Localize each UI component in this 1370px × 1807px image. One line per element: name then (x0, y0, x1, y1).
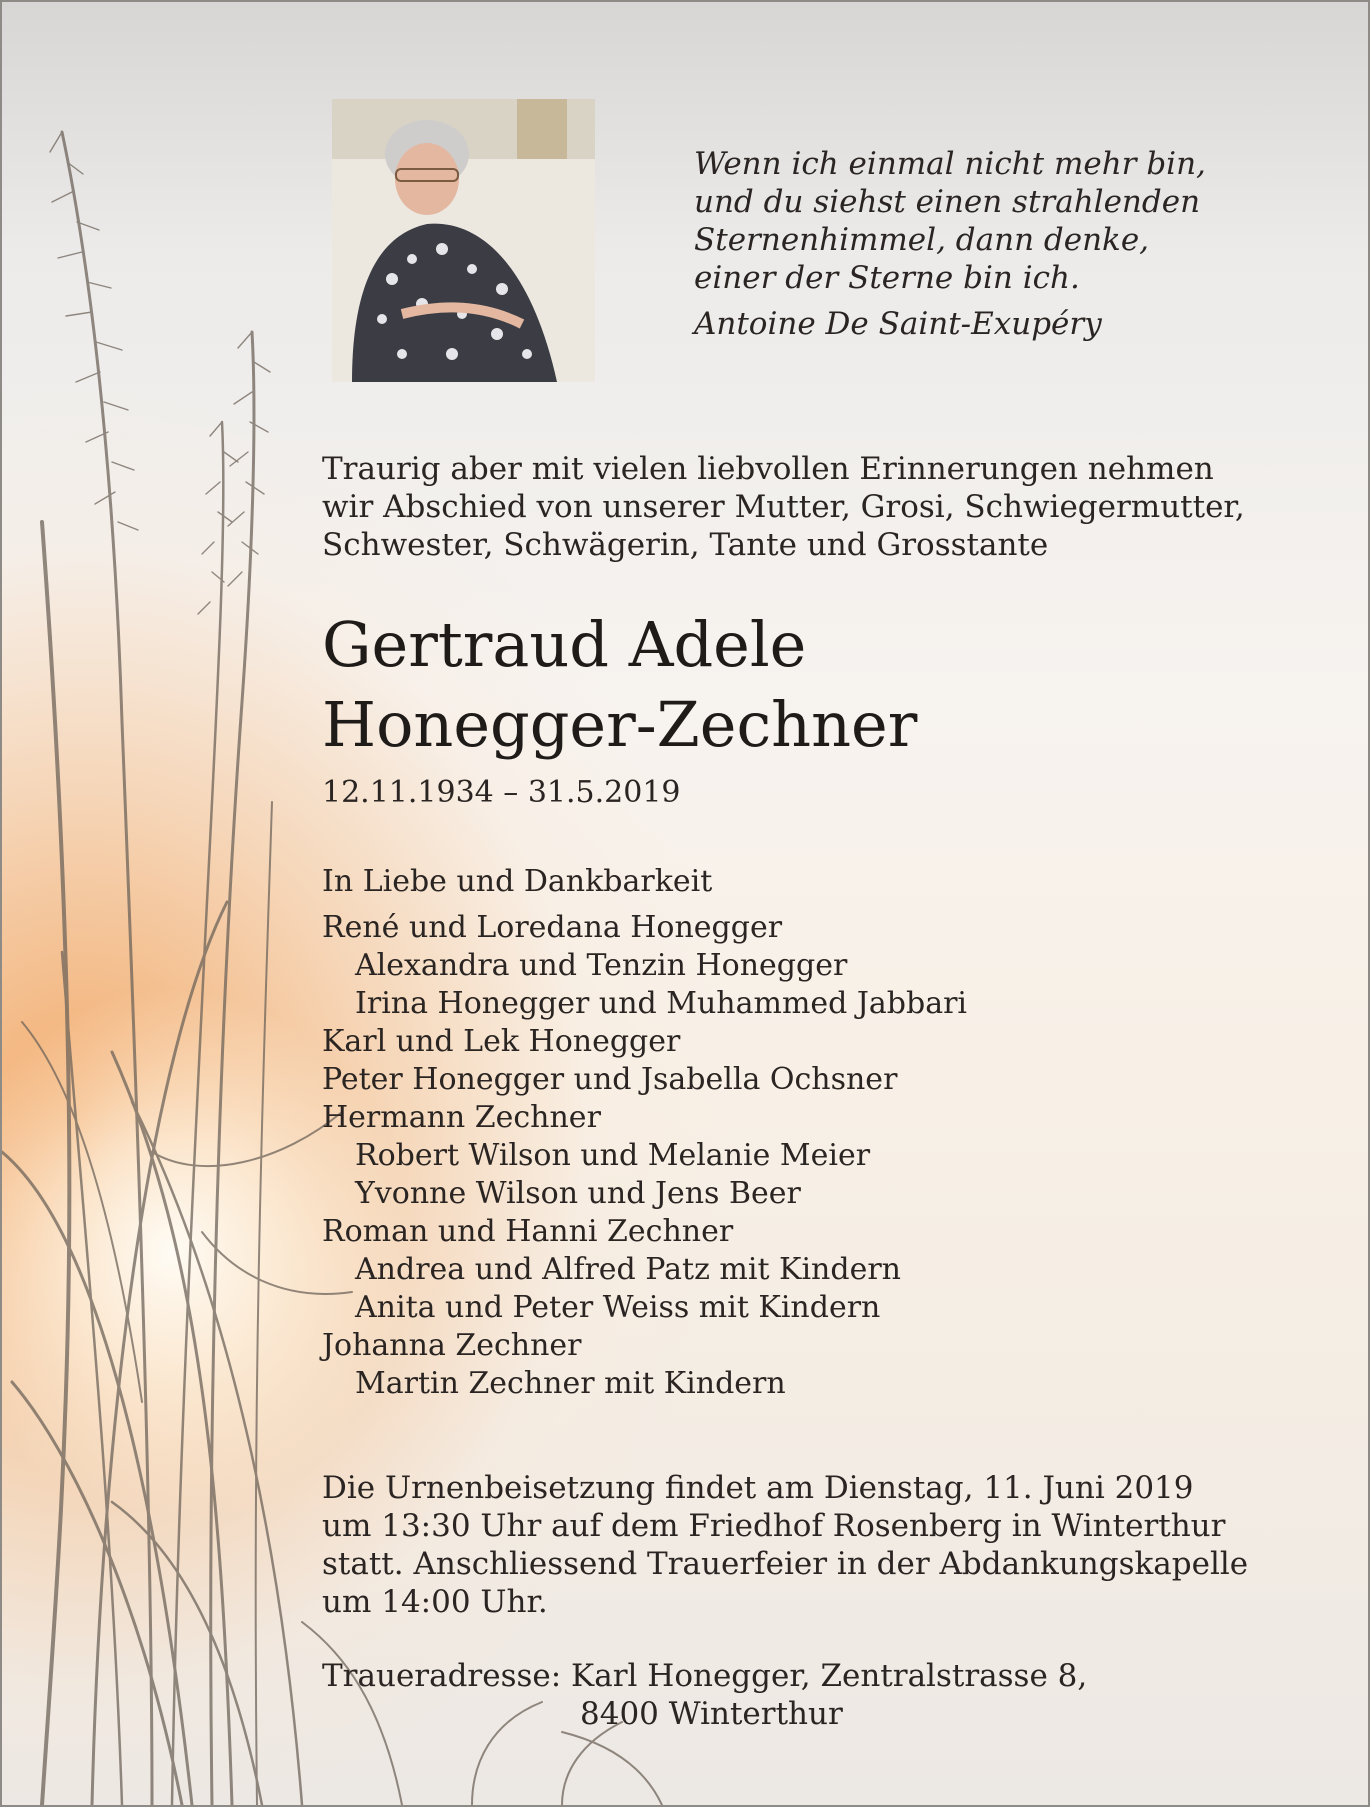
family-list (322, 863, 967, 1403)
family-member: Martin Zechner mit Kindern (355, 1366, 786, 1401)
service-line: statt. Anschliessend Trauerfeier in der Abdankungskapelle (322, 1546, 1249, 1582)
quote-block (694, 145, 1206, 343)
portrait-figure (332, 99, 595, 382)
intro-line: wir Abschied von unserer Mutter, Grosi, Schwiegermutter, (322, 489, 1245, 525)
mourning-address (322, 1657, 1087, 1733)
quote-line: Sternenhimmel, dann denke, (694, 222, 1150, 258)
family-member: Roman und Hanni Zechner (322, 1214, 734, 1249)
service-line: Die Urnenbeisetzung findet am Dienstag, 11. Juni 2019 (322, 1470, 1194, 1506)
family-member: Robert Wilson und Melanie Meier (355, 1138, 871, 1173)
family-heading: In Liebe und Dankbarkeit (322, 864, 713, 899)
family-member: Irina Honegger und Muhammed Jabbari (355, 986, 968, 1021)
portrait-photo (332, 99, 595, 382)
quote-line: und du siehst einen strahlenden (694, 184, 1201, 220)
family-member: Alexandra und Tenzin Honegger (355, 948, 848, 983)
service-line: um 13:30 Uhr auf dem Friedhof Rosenberg in Winterthur (322, 1508, 1226, 1544)
deceased-name (322, 605, 917, 765)
address-line-1: Traueradresse: Karl Honegger, Zentralstrasse 8, (322, 1658, 1088, 1694)
intro-line: Traurig aber mit vielen liebvollen Erinnerungen nehmen (322, 451, 1214, 487)
quote-line: Wenn ich einmal nicht mehr bin, (694, 146, 1206, 182)
family-member: Peter Honegger und Jsabella Ochsner (322, 1062, 898, 1097)
service-info (322, 1469, 1248, 1621)
family-member: Johanna Zechner (322, 1328, 582, 1363)
name-line-2: Honegger-Zechner (322, 688, 918, 761)
name-line-1: Gertraud Adele (322, 608, 807, 681)
life-dates: 12.11.1934 – 31.5.2019 (322, 775, 681, 810)
address-line-2: 8400 Winterthur (580, 1696, 843, 1732)
quote-author: Antoine De Saint-Exupéry (694, 306, 1102, 342)
intro-line: Schwester, Schwägerin, Tante und Grosstante (322, 527, 1049, 563)
family-member: Karl und Lek Honegger (322, 1024, 681, 1059)
family-member: Yvonne Wilson und Jens Beer (355, 1176, 801, 1211)
intro-text (322, 450, 1245, 564)
service-line: um 14:00 Uhr. (322, 1584, 548, 1620)
family-member: Andrea und Alfred Patz mit Kindern (355, 1252, 901, 1287)
quote-line: einer der Sterne bin ich. (694, 260, 1080, 296)
family-member: Hermann Zechner (322, 1100, 601, 1135)
family-member: Anita und Peter Weiss mit Kindern (355, 1290, 881, 1325)
family-member: René und Loredana Honegger (322, 910, 783, 945)
